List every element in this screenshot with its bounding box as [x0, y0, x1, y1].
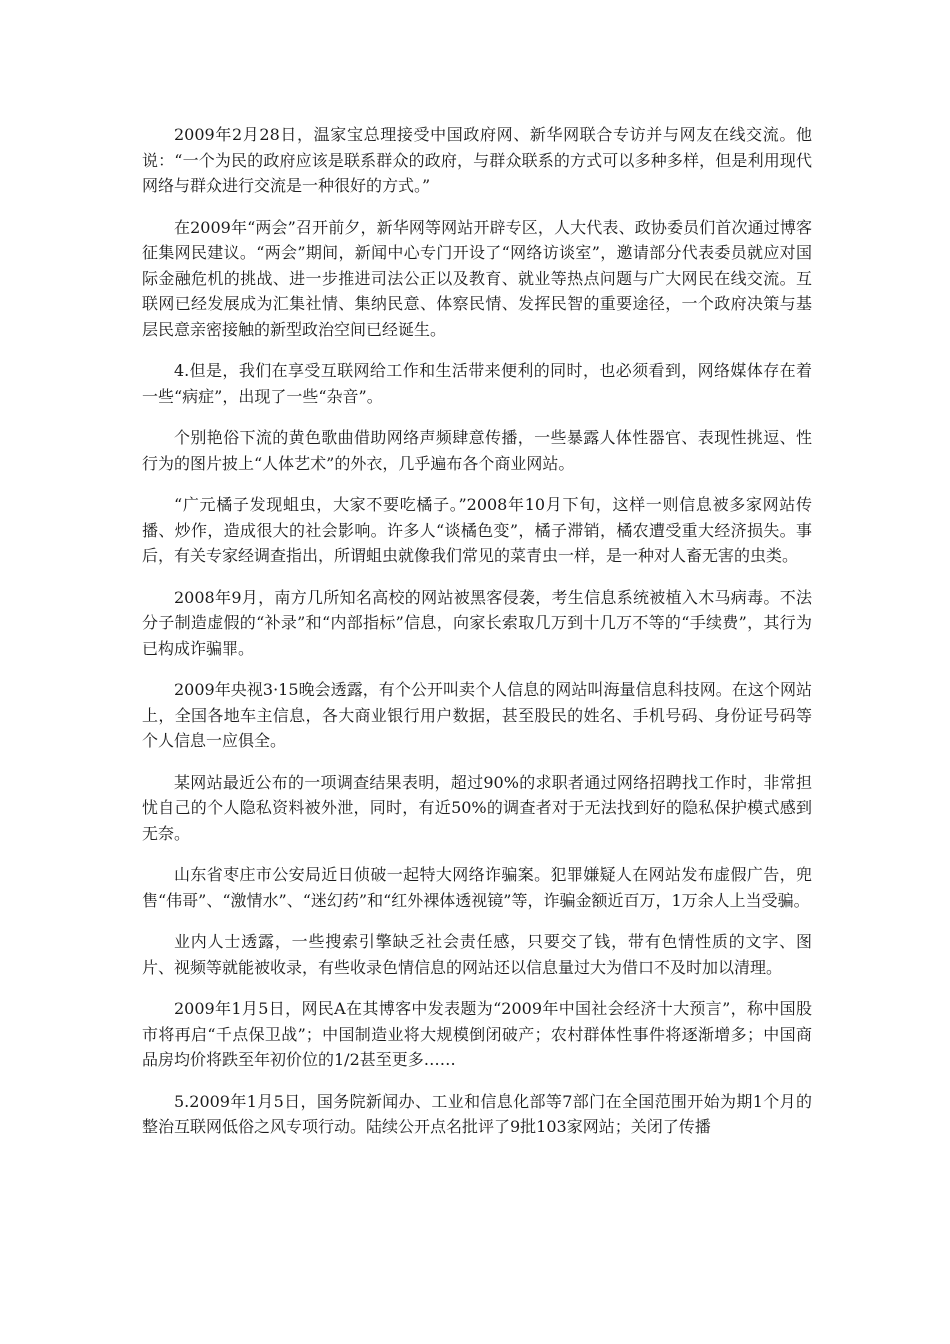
paragraph-11: 2009年1月5日，网民A在其博客中发表题为“2009年中国社会经济十大预言”，称中国股市将再启“千点保卫战”；中国制造业将大规模倒闭破产；农村群体性事件将逐渐增多；中国商品房均价将跌至年初价位的1/2甚至更多……	[142, 999, 812, 1069]
paragraph-2: 在2009年“两会”召开前夕，新华网等网站开辟专区，人大代表、政协委员们首次通过博客征集网民建议。“两会”期间，新闻中心专门开设了“网络访谈室”，邀请部分代表委员就应对国际金融危机的挑战、进一步推进司法公正以及教育、就业等热点问题与广大网民在线交流。互联网已经发展成为汇集社情、集纳民意、体察民情、发挥民智的重要途径，一个政府决策与基层民意亲密接触的新型政治空间已经诞生。	[142, 217, 812, 339]
paragraph-6: 2008年9月，南方几所知名高校的网站被黑客侵袭，考生信息系统被植入木马病毒。不法分子制造虚假的“补录”和“内部指标”信息，向家长索取几万到十几万不等的“手续费”，其行为已构成诈骗罪。	[142, 587, 812, 658]
paragraph-9: 山东省枣庄市公安局近日侦破一起特大网络诈骗案。犯罪嫌疑人在网站发布虚假广告，兜售“伟哥”、“激情水”、“迷幻药”和“红外裸体透视镜”等，诈骗金额近百万，1万余人上当受骗。	[142, 865, 812, 910]
paragraph-10: 业内人士透露，一些搜索引擎缺乏社会责任感，只要交了钱，带有色情性质的文字、图片、视频等就能被收录，有些收录色情信息的网站还以信息量过大为借口不及时加以清理。	[142, 932, 812, 977]
paragraph-4: 个别艳俗下流的黄色歌曲借助网络声频肆意传播，一些暴露人体性器官、表现性挑逗、性行为的图片披上“人体艺术”的外衣，几乎遍布各个商业网站。	[142, 428, 812, 473]
paragraph-3: 4.但是，我们在享受互联网给工作和生活带来便利的同时，也必须看到，网络媒体存在着一些“病症”，出现了一些“杂音”。	[142, 361, 812, 406]
paragraph-5: “广元橘子发现蛆虫，大家不要吃橘子。”2008年10月下旬，这样一则信息被多家网站传播、炒作，造成很大的社会影响。许多人“谈橘色变”，橘子滞销，橘农遭受重大经济损失。事后，有关专家经调查指出，所谓蛆虫就像我们常见的菜青虫一样，是一种对人畜无害的虫类。	[142, 495, 812, 565]
paragraph-8: 某网站最近公布的一项调查结果表明，超过90%的求职者通过网络招聘找工作时，非常担忧自己的个人隐私资料被外泄，同时，有近50%的调查者对于无法找到好的隐私保护模式感到无奈。	[142, 772, 812, 843]
paragraph-12: 5.2009年1月5日，国务院新闻办、工业和信息化部等7部门在全国范围开始为期1个月的整治互联网低俗之风专项行动。陆续公开点名批评了9批103家网站；关闭了传播	[142, 1091, 812, 1136]
paragraph-7: 2009年央视3·15晚会透露，有个公开叫卖个人信息的网站叫海量信息科技网。在这个网站上，全国各地车主信息，各大商业银行用户数据，甚至股民的姓名、手机号码、身份证号码等个人信息一应俱全。	[142, 680, 812, 750]
paragraph-1: 2009年2月28日，温家宝总理接受中国政府网、新华网联合专访并与网友在线交流。他说：“一个为民的政府应该是联系群众的政府，与群众联系的方式可以多种多样，但是利用现代网络与群众进行交流是一种很好的方式。”	[142, 125, 812, 195]
body-text	[142, 122, 812, 1156]
